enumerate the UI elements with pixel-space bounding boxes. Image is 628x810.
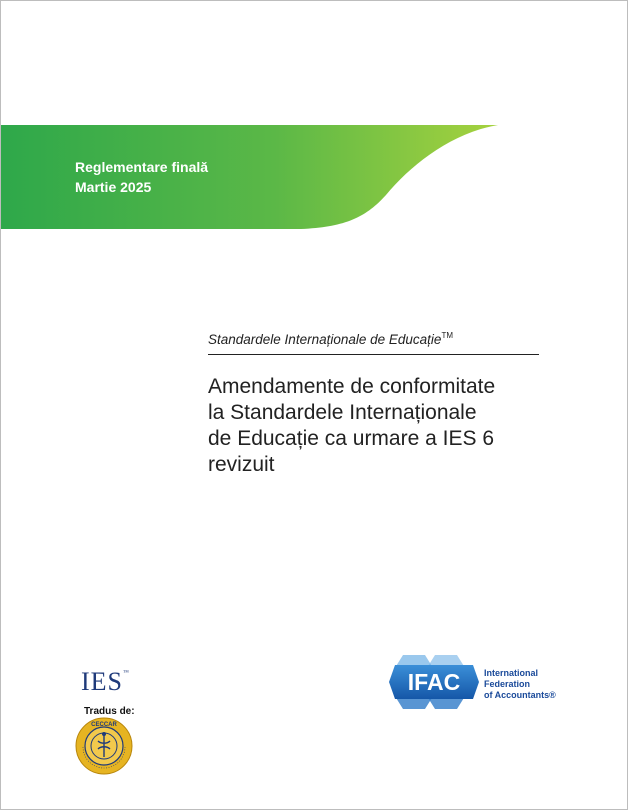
ifac-name-line-3: of Accountants® [484, 690, 556, 700]
ifac-name [484, 668, 556, 701]
title-line-3: de Educație ca urmare a IES 6 [208, 427, 494, 450]
ceccar-seal-icon [75, 717, 133, 775]
ifac-logo-icon [389, 653, 481, 711]
ifac-name-line-2: Federation [484, 679, 531, 689]
svg-text:CECCAR: CECCAR [91, 722, 117, 728]
ies-trademark: ™ [123, 670, 129, 676]
series-divider [208, 354, 539, 355]
translated-by-label: Tradus de: [84, 706, 135, 717]
ies-logo [81, 667, 129, 697]
title-line-2: la Standardele Internaționale [208, 401, 477, 424]
document-title [208, 374, 548, 478]
ies-logo-text: IES [81, 667, 123, 696]
title-line-1: Amendamente de conformitate [208, 375, 496, 398]
svg-text:IFAC: IFAC [407, 669, 461, 695]
series-name: Standardele Internaționale de Educație [208, 332, 442, 347]
banner-text [75, 157, 208, 197]
series-label [208, 331, 453, 347]
document-date: Martie 2025 [75, 179, 152, 195]
document-status: Reglementare finală [75, 159, 209, 175]
trademark-mark: TM [441, 331, 453, 340]
title-line-4: revizuit [208, 453, 275, 476]
ifac-name-line-1: International [484, 668, 539, 678]
